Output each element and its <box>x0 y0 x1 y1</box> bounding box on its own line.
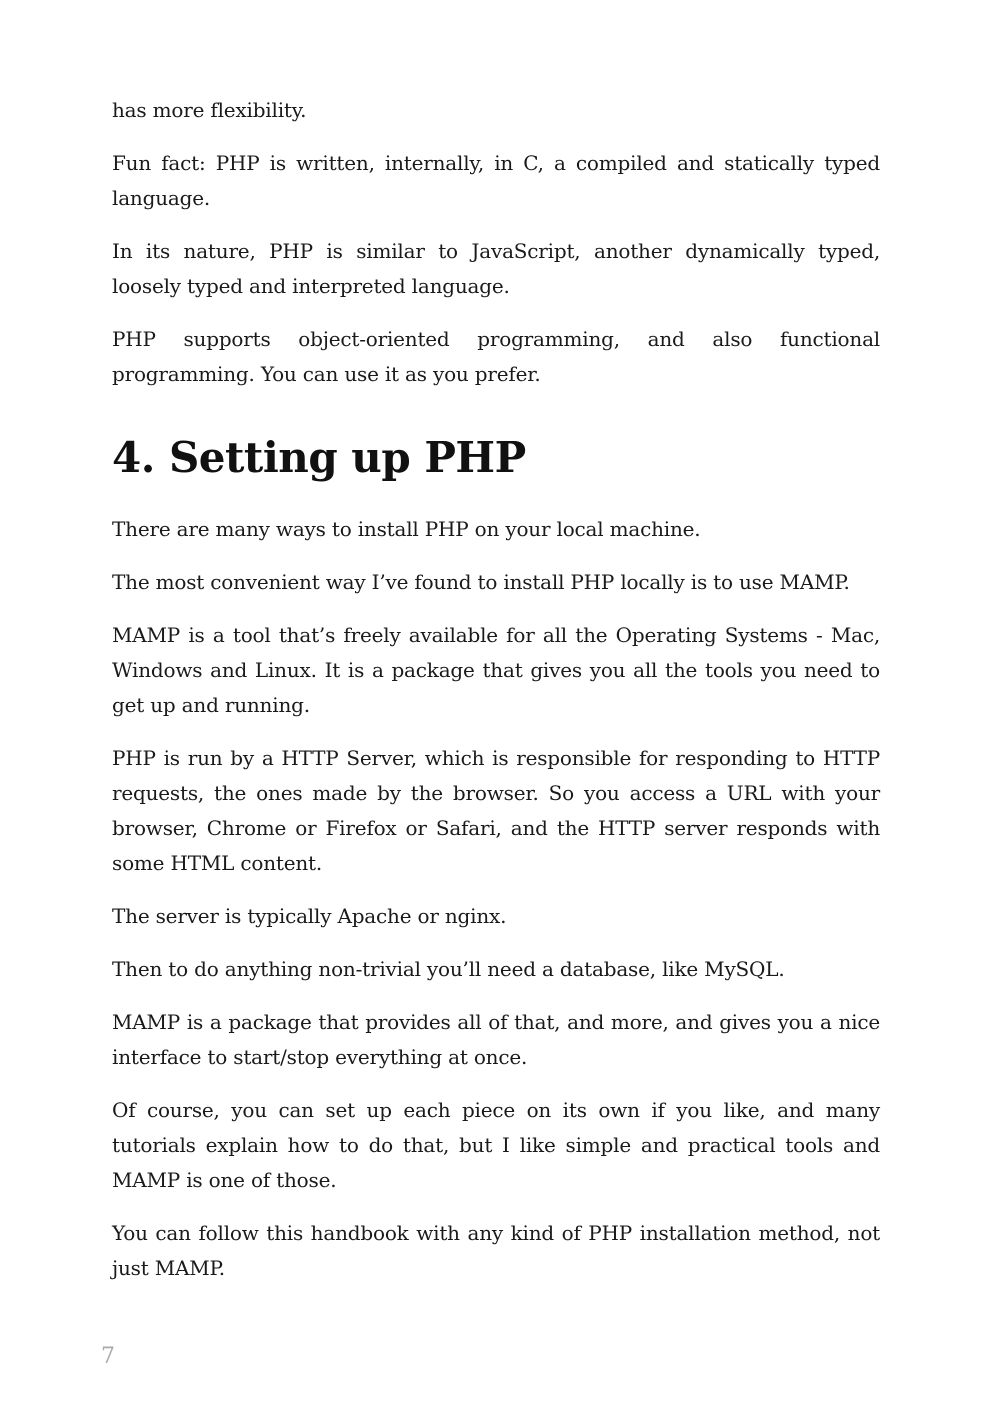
paragraph: PHP supports object-oriented programming, and also functional programming. You can use it as you prefer. <box>112 327 880 386</box>
page-body <box>112 93 880 1304</box>
paragraph: There are many ways to install PHP on your local machine. <box>112 517 701 541</box>
paragraph: Fun fact: PHP is written, internally, in C, a compiled and statically typed language. <box>112 151 880 210</box>
paragraph: Of course, you can set up each piece on its own if you like, and many tutorials explain how to do that, but I like simple and practical tools and MAMP is one of those. <box>112 1098 880 1192</box>
section-heading: 4. Setting up PHP <box>112 433 526 482</box>
paragraph: PHP is run by a HTTP Server, which is responsible for responding to HTTP requests, the ones made by the browser. So you access a URL with your browser, Chrome or Firefox or Safari, and the HTTP server responds with some HTML content. <box>112 746 880 875</box>
paragraph: Then to do anything non-trivial you’ll need a database, like MySQL. <box>112 957 785 981</box>
paragraph: The most convenient way I’ve found to install PHP locally is to use MAMP. <box>112 570 850 594</box>
paragraph: You can follow this handbook with any kind of PHP installation method, not just MAMP. <box>112 1221 880 1280</box>
paragraph: The server is typically Apache or nginx. <box>112 904 507 928</box>
paragraph: MAMP is a package that provides all of that, and more, and gives you a nice interface to start/stop everything at once. <box>112 1010 880 1069</box>
paragraph: In its nature, PHP is similar to JavaScript, another dynamically typed, loosely typed and interpreted language. <box>112 239 880 298</box>
paragraph: has more flexibility. <box>112 98 307 122</box>
page-number: 7 <box>101 1344 115 1369</box>
paragraph: MAMP is a tool that’s freely available for all the Operating Systems - Mac, Windows and Linux. It is a package that gives you all the tools you need to get up and running. <box>112 623 880 717</box>
